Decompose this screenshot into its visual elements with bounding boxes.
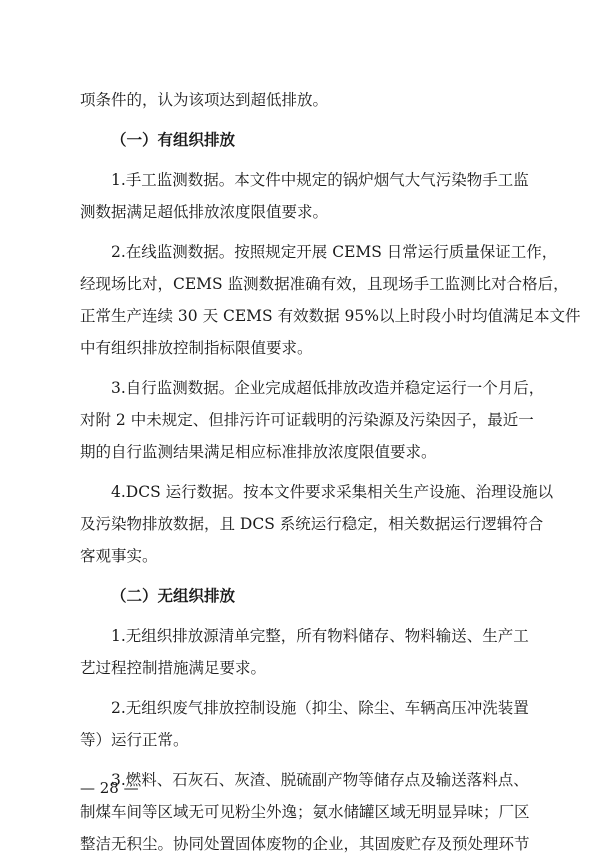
paragraph-line: 测数据满足超低排放浓度限值要求。	[80, 203, 329, 221]
paragraph-self-monitoring	[80, 372, 545, 468]
paragraph-line: 2.在线监测数据。按照规定开展 CEMS 日常运行质量保证工作，	[111, 243, 558, 261]
paragraph-manual-monitoring	[80, 164, 529, 228]
document-body	[80, 84, 581, 860]
paragraph-line: 及污染物排放数据，且 DCS 系统运行稳定，相关数据运行逻辑符合	[80, 515, 544, 533]
paragraph-line: 客观事实。	[80, 547, 158, 565]
paragraph-line: 期的自行监测结果满足相应标准排放浓度限值要求。	[80, 443, 437, 461]
paragraph-line: 4.DCS 运行数据。按本文件要求采集相关生产设施、治理设施以	[111, 483, 554, 501]
section-heading-fugitive: （二）无组织排放	[111, 586, 236, 605]
intro-line: 项条件的，认为该项达到超低排放。	[80, 91, 329, 109]
paragraph-line: 艺过程控制措施满足要求。	[80, 659, 267, 677]
paragraph-storage-points	[80, 764, 530, 860]
paragraph-online-monitoring	[80, 236, 581, 364]
paragraph-line: 正常生产连续 30 天 CEMS 有效数据 95%以上时段小时均值满足本文件	[80, 307, 581, 325]
paragraph-line: 经现场比对，CEMS 监测数据准确有效，且现场手工监测比对合格后，	[80, 275, 569, 293]
paragraph-dcs-data	[80, 476, 554, 572]
paragraph-control-facilities	[80, 692, 529, 756]
paragraph-line: 1.无组织排放源清单完整，所有物料储存、物料输送、生产工	[111, 627, 529, 645]
paragraph-line: 3.燃料、石灰石、灰渣、脱硫副产物等储存点及输送落料点、	[111, 771, 529, 789]
paragraph-line: 对附 2 中未规定、但排污许可证载明的污染源及污染因子，最近一	[80, 411, 534, 429]
paragraph-line: 3.自行监测数据。企业完成超低排放改造并稳定运行一个月后，	[111, 379, 545, 397]
paragraph-line: 中有组织排放控制指标限值要求。	[80, 339, 313, 357]
paragraph-source-list	[80, 620, 529, 684]
page-number: — 28 —	[80, 779, 139, 797]
paragraph-line: 1.手工监测数据。本文件中规定的锅炉烟气大气污染物手工监	[111, 171, 529, 189]
paragraph-line: 整洁无积尘。协同处置固体废物的企业，其固废贮存及预处理环节	[80, 835, 530, 853]
paragraph-line: 2.无组织废气排放控制设施（抑尘、除尘、车辆高压冲洗装置	[111, 699, 529, 717]
section-heading-organized: （一）有组织排放	[111, 130, 236, 149]
paragraph-line: 等）运行正常。	[80, 731, 189, 749]
paragraph-line: 制煤车间等区域无可见粉尘外逸；氨水储罐区域无明显异味；厂区	[80, 803, 530, 821]
